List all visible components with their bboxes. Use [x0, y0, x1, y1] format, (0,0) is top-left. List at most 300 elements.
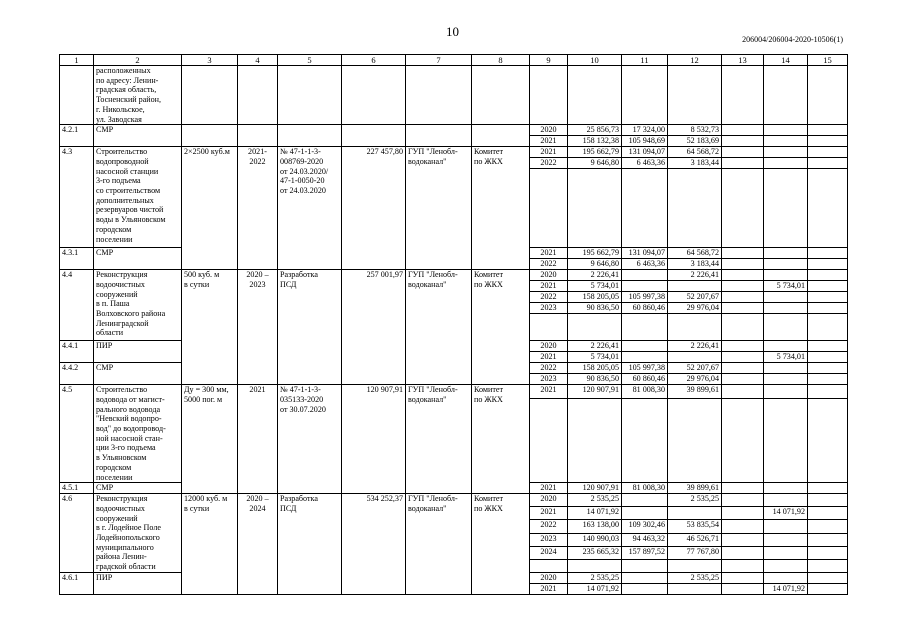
total-cell: 120 907,91	[568, 483, 622, 494]
cell-line: ГУП "Ленобл-	[408, 270, 458, 280]
cell-line: № 47-1-1-3-	[280, 385, 321, 395]
cell-line: 2021-	[248, 147, 267, 157]
empty-cell	[722, 374, 764, 385]
capacity-cell	[182, 147, 238, 270]
table-cell	[472, 125, 530, 147]
total-cell: 163 138,00	[568, 520, 622, 533]
table-cell	[568, 559, 622, 572]
cell-line: 5000 пог. м	[184, 394, 223, 404]
column-header: 10	[568, 55, 622, 66]
year-cell: 2022	[530, 259, 568, 270]
cell-line: водоканал"	[408, 279, 447, 289]
total-cell: 25 856,73	[568, 125, 622, 136]
amount-cell	[764, 385, 808, 398]
year-cell: 2024	[530, 546, 568, 559]
cell-line: поселении	[96, 234, 133, 244]
cell-line: 2×2500 куб.м	[184, 147, 230, 157]
table-cell	[722, 169, 764, 248]
cell-line: по ЖКХ	[474, 503, 503, 513]
federal-cell: 109 302,46	[622, 520, 668, 533]
year-cell: 2021	[530, 507, 568, 520]
empty-cell	[808, 125, 848, 136]
total-cell: 90 836,50	[568, 374, 622, 385]
table-cell	[182, 66, 238, 125]
cell-line: в г. Лодейное Поле	[96, 523, 161, 533]
empty-cell	[808, 281, 848, 292]
document-id: 206004/206004-2020-10506(1)	[742, 35, 843, 44]
cell-line: от 30.07.2020	[280, 404, 326, 414]
total-cell: 158 205,05	[568, 363, 622, 374]
empty-cell	[722, 147, 764, 158]
cell-line: 500 куб. м	[184, 270, 220, 280]
table-cell	[764, 66, 808, 125]
amount-cell	[764, 259, 808, 270]
year-cell: 2022	[530, 292, 568, 303]
table-cell	[278, 66, 342, 125]
empty-cell	[722, 533, 764, 546]
document-cell	[278, 385, 342, 494]
year-cell: 2022	[530, 520, 568, 533]
agency-cell	[472, 385, 530, 494]
amount-cell	[764, 363, 808, 374]
empty-cell	[722, 158, 764, 169]
empty-cell	[808, 533, 848, 546]
cell-line: водовода от магист-	[96, 394, 165, 404]
cell-line: водоочистных	[96, 279, 145, 289]
empty-cell	[722, 572, 764, 583]
empty-cell	[808, 147, 848, 158]
cell-line: рального водовода	[96, 404, 161, 414]
cell-line: 2021	[249, 385, 266, 395]
empty-cell	[722, 483, 764, 494]
cell-line: ной насосной стан-	[96, 433, 163, 443]
cell-line: 2022	[249, 156, 266, 166]
year-cell: 2021	[530, 281, 568, 292]
period-cell	[238, 270, 278, 385]
cell-line: сооружений	[96, 513, 138, 523]
year-cell: 2020	[530, 125, 568, 136]
amount-cell	[764, 147, 808, 158]
cell-line: ГУП "Ленобл-	[408, 385, 458, 395]
table-cell	[668, 559, 722, 572]
year-cell: 2021	[530, 352, 568, 363]
total-cell: 9 646,80	[568, 158, 622, 169]
capacity-cell	[182, 494, 238, 595]
table-cell	[808, 66, 848, 125]
federal-cell: 60 860,46	[622, 303, 668, 314]
cell-line: резервуаров чистой	[96, 205, 164, 215]
item-name	[94, 270, 182, 341]
empty-cell	[722, 520, 764, 533]
cell-line: Строительство	[96, 385, 148, 395]
total-cell: 140 990,03	[568, 533, 622, 546]
amount-cell: 5 734,01	[764, 281, 808, 292]
year-cell: 2020	[530, 494, 568, 507]
table-cell	[808, 169, 848, 248]
cell-line: по ЖКХ	[474, 279, 503, 289]
period-cell	[238, 147, 278, 270]
year-cell: 2020	[530, 270, 568, 281]
item-number: 4.6	[60, 494, 94, 573]
year-cell: 2021	[530, 136, 568, 147]
federal-cell: 131 094,07	[622, 248, 668, 259]
total-cell: 2 535,25	[568, 572, 622, 583]
customer-cell	[406, 147, 472, 270]
column-header: 15	[808, 55, 848, 66]
federal-cell	[622, 270, 668, 281]
regional-cell: 3 183,44	[668, 158, 722, 169]
empty-cell	[722, 363, 764, 374]
table-cell	[406, 66, 472, 125]
total-cell: 195 662,79	[568, 248, 622, 259]
item-name	[94, 147, 182, 248]
regional-cell: 64 568,72	[668, 147, 722, 158]
empty-cell	[722, 259, 764, 270]
table-cell	[764, 169, 808, 248]
table-cell	[668, 314, 722, 341]
federal-cell: 105 948,69	[622, 136, 668, 147]
cell-line: г. Никольское,	[96, 104, 145, 114]
regional-cell: 3 183,44	[668, 259, 722, 270]
item-number: 4.2.1	[60, 125, 94, 147]
customer-cell	[406, 385, 472, 494]
empty-cell	[722, 583, 764, 594]
item-number: 4.4.2	[60, 363, 94, 385]
year-cell: 2021	[530, 583, 568, 594]
empty-cell	[722, 385, 764, 398]
federal-cell: 157 897,52	[622, 546, 668, 559]
column-header: 2	[94, 55, 182, 66]
cell-line: ГУП "Ленобл-	[408, 147, 458, 157]
column-header: 12	[668, 55, 722, 66]
empty-cell	[808, 341, 848, 352]
year-cell: 2021	[530, 385, 568, 398]
total-cell: 2 226,41	[568, 341, 622, 352]
federal-cell: 6 463,36	[622, 259, 668, 270]
regional-cell	[668, 281, 722, 292]
regional-cell: 29 976,04	[668, 374, 722, 385]
total-cell: 9 646,80	[568, 259, 622, 270]
amount-cell	[764, 546, 808, 559]
period-cell	[238, 494, 278, 595]
table-cell	[530, 559, 568, 572]
regional-cell: 52 207,67	[668, 292, 722, 303]
table-cell	[764, 314, 808, 341]
cell-line: в п. Паша	[96, 299, 130, 309]
regional-cell: 39 899,61	[668, 483, 722, 494]
cell-line: в Ульяновском	[96, 453, 147, 463]
cell-line: дополнительных	[96, 195, 154, 205]
amount-cell	[764, 520, 808, 533]
regional-cell: 2 226,41	[668, 270, 722, 281]
amount-cell	[764, 374, 808, 385]
cell-line: от 24.03.2020	[280, 186, 326, 196]
federal-cell: 94 463,32	[622, 533, 668, 546]
empty-cell	[808, 572, 848, 583]
empty-cell	[722, 494, 764, 507]
year-cell: 2023	[530, 533, 568, 546]
cell-line: ГУП "Ленобл-	[408, 494, 458, 504]
empty-cell	[808, 385, 848, 398]
year-cell: 2021	[530, 147, 568, 158]
item-number: 4.5.1	[60, 483, 94, 494]
cell-line: Ленинградской	[96, 318, 149, 328]
federal-cell	[622, 583, 668, 594]
empty-cell	[722, 352, 764, 363]
cell-line: городском	[96, 224, 132, 234]
table-cell	[568, 314, 622, 341]
regional-cell	[668, 507, 722, 520]
empty-cell	[808, 259, 848, 270]
table-cell	[668, 398, 722, 483]
empty-cell	[808, 248, 848, 259]
table-cell	[622, 398, 668, 483]
table-row	[60, 270, 848, 281]
cell-line: сооружений	[96, 289, 138, 299]
table-cell	[530, 398, 568, 483]
regional-cell	[668, 352, 722, 363]
federal-cell	[622, 281, 668, 292]
table-cell	[722, 314, 764, 341]
table-cell	[668, 169, 722, 248]
cell-line: со строительством	[96, 186, 161, 196]
table-cell	[60, 66, 94, 125]
column-header: 9	[530, 55, 568, 66]
cell-line: городском	[96, 462, 132, 472]
table-cell	[722, 559, 764, 572]
empty-cell	[808, 507, 848, 520]
total-cell: 158 205,05	[568, 292, 622, 303]
federal-cell: 105 997,38	[622, 292, 668, 303]
regional-cell: 64 568,72	[668, 248, 722, 259]
cell-line: Реконструкция	[96, 270, 148, 280]
document-cell	[278, 494, 342, 595]
empty-cell	[808, 136, 848, 147]
table-cell	[764, 559, 808, 572]
federal-cell: 17 324,00	[622, 125, 668, 136]
capacity-cell	[182, 385, 238, 494]
amount-cell	[764, 292, 808, 303]
federal-cell: 81 008,30	[622, 483, 668, 494]
amount-cell	[764, 533, 808, 546]
regional-cell: 39 899,61	[668, 385, 722, 398]
table-cell	[182, 125, 238, 147]
amount-cell: 14 071,92	[764, 507, 808, 520]
cell-line: водоканал"	[408, 503, 447, 513]
item-name	[94, 385, 182, 483]
customer-cell	[406, 494, 472, 595]
cell-line: области	[96, 328, 124, 338]
table-row	[60, 385, 848, 398]
cell-line: от 24.03.2020/	[280, 166, 329, 176]
page-number: 10	[446, 24, 459, 39]
total-cell: 120 907,91	[568, 385, 622, 398]
total-cell: 235 665,32	[568, 546, 622, 559]
federal-cell	[622, 507, 668, 520]
item-name: ПИР	[94, 572, 182, 594]
cell-line: "Невский водопро-	[96, 414, 162, 424]
empty-cell	[808, 483, 848, 494]
column-header: 1	[60, 55, 94, 66]
year-cell: 2020	[530, 572, 568, 583]
cell-line: Разработка	[280, 270, 318, 280]
agency-cell	[472, 494, 530, 595]
table-row	[60, 125, 848, 136]
amount-cell	[764, 303, 808, 314]
table-row	[60, 147, 848, 158]
cell-line: Тосненский район,	[96, 95, 162, 105]
federal-cell: 105 997,38	[622, 363, 668, 374]
cell-line: ул. Заводская	[96, 114, 142, 124]
total-cell: 158 132,38	[568, 136, 622, 147]
capacity-cell	[182, 270, 238, 385]
cell-line: № 47-1-1-3-	[280, 147, 321, 157]
regional-cell: 29 976,04	[668, 303, 722, 314]
cell-line: Реконструкция	[96, 494, 148, 504]
regional-cell: 8 532,73	[668, 125, 722, 136]
cell-line: воды в Ульяновском	[96, 215, 166, 225]
cell-line: района Ленин-	[96, 552, 147, 562]
empty-cell	[808, 303, 848, 314]
item-name: СМР	[94, 125, 182, 147]
cost-cell: 227 457,80	[342, 147, 406, 270]
empty-cell	[808, 583, 848, 594]
year-cell: 2022	[530, 363, 568, 374]
table-row	[60, 66, 848, 125]
table-cell	[278, 125, 342, 147]
empty-cell	[808, 352, 848, 363]
cell-line: Разработка	[280, 494, 318, 504]
cell-line: 47-1-0050-20	[280, 176, 325, 186]
cell-line: по адресу: Ленин-	[96, 75, 159, 85]
cell-line: Комитет	[474, 147, 504, 157]
column-header: 3	[182, 55, 238, 66]
year-cell: 2021	[530, 248, 568, 259]
federal-cell: 81 008,30	[622, 385, 668, 398]
empty-cell	[808, 270, 848, 281]
column-header: 7	[406, 55, 472, 66]
empty-cell	[722, 303, 764, 314]
total-cell: 90 836,50	[568, 303, 622, 314]
regional-cell: 52 183,69	[668, 136, 722, 147]
cell-line: Волховского района	[96, 309, 166, 319]
amount-cell: 5 734,01	[764, 352, 808, 363]
table-cell	[808, 398, 848, 483]
table-row	[60, 494, 848, 507]
agency-cell	[472, 147, 530, 270]
regional-cell	[668, 583, 722, 594]
amount-cell	[764, 572, 808, 583]
header-row	[60, 55, 848, 66]
cell-line: водоочистных	[96, 503, 145, 513]
regional-cell: 77 767,80	[668, 546, 722, 559]
document-cell	[278, 147, 342, 270]
empty-cell	[722, 125, 764, 136]
year-cell: 2022	[530, 158, 568, 169]
amount-cell	[764, 483, 808, 494]
table-cell	[622, 169, 668, 248]
item-name: СМР	[94, 363, 182, 385]
year-cell: 2023	[530, 303, 568, 314]
cell-line: 12000 куб. м	[184, 494, 228, 504]
regional-cell: 46 526,71	[668, 533, 722, 546]
year-cell: 2023	[530, 374, 568, 385]
cell-line: Комитет	[474, 270, 504, 280]
empty-cell	[722, 507, 764, 520]
cell-line: 035133-2020	[280, 394, 324, 404]
item-name	[94, 494, 182, 573]
cell-line: градской области	[96, 562, 156, 572]
empty-cell	[808, 363, 848, 374]
table-cell	[722, 398, 764, 483]
item-number: 4.4	[60, 270, 94, 341]
column-header: 11	[622, 55, 668, 66]
period-cell	[238, 385, 278, 494]
empty-cell	[722, 341, 764, 352]
table-cell	[808, 314, 848, 341]
item-number: 4.3.1	[60, 248, 94, 270]
cell-line: 3-го подъема	[96, 176, 141, 186]
cell-line: 008769-2020	[280, 156, 324, 166]
item-number: 4.6.1	[60, 572, 94, 594]
amount-cell	[764, 125, 808, 136]
cell-line: Строительство	[96, 147, 148, 157]
customer-cell	[406, 270, 472, 385]
table-cell	[530, 169, 568, 248]
item-number: 4.5	[60, 385, 94, 483]
regional-cell: 53 835,54	[668, 520, 722, 533]
cell-line: Лодейнопольского	[96, 533, 160, 543]
table-cell	[530, 66, 568, 125]
total-cell: 195 662,79	[568, 147, 622, 158]
empty-cell	[808, 546, 848, 559]
table-cell	[668, 66, 722, 125]
cell-line: муниципального	[96, 542, 154, 552]
item-name	[94, 66, 182, 125]
cell-line: Комитет	[474, 494, 504, 504]
document-cell	[278, 270, 342, 385]
table-cell	[622, 314, 668, 341]
table-cell	[342, 66, 406, 125]
amount-cell	[764, 494, 808, 507]
item-name: ПИР	[94, 341, 182, 363]
amount-cell: 14 071,92	[764, 583, 808, 594]
total-cell: 2 226,41	[568, 270, 622, 281]
amount-cell	[764, 248, 808, 259]
table-cell	[622, 66, 668, 125]
cell-line: вод" до водопровод-	[96, 424, 166, 434]
federal-cell	[622, 572, 668, 583]
total-cell: 14 071,92	[568, 507, 622, 520]
federal-cell: 6 463,36	[622, 158, 668, 169]
table-cell	[406, 125, 472, 147]
empty-cell	[722, 281, 764, 292]
cell-line: градская область,	[96, 85, 157, 95]
table-cell	[238, 66, 278, 125]
amount-cell	[764, 158, 808, 169]
program-table	[59, 54, 848, 595]
total-cell: 14 071,92	[568, 583, 622, 594]
cell-line: Комитет	[474, 385, 504, 395]
column-header: 6	[342, 55, 406, 66]
cell-line: 2024	[249, 503, 266, 513]
federal-cell	[622, 352, 668, 363]
table-cell	[342, 125, 406, 147]
total-cell: 5 734,01	[568, 352, 622, 363]
cell-line: в сутки	[184, 503, 210, 513]
cell-line: водоканал"	[408, 394, 447, 404]
empty-cell	[722, 270, 764, 281]
